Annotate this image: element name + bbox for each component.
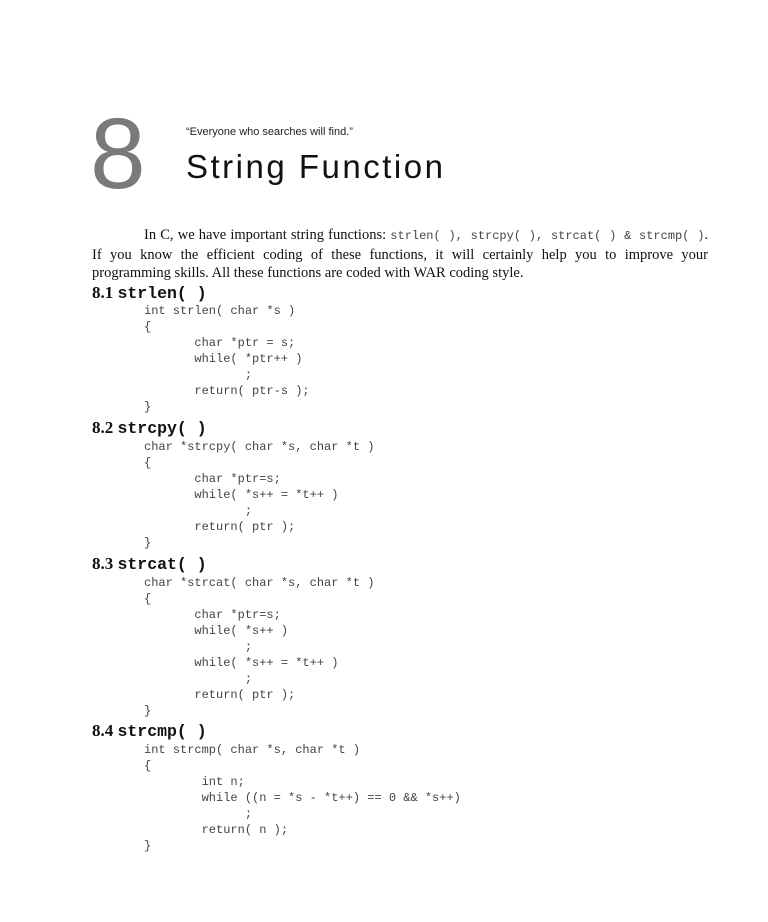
code-block-strcat: char *strcat( char *s, char *t ) { char *ptr=s; while( *s++ ) ; while( *s++ = *t++ ) ; return( ptr ); } <box>144 576 375 718</box>
intro-func-strcpy: strcpy( ), <box>470 229 551 243</box>
code-block-strlen: int strlen( char *s ) { char *ptr = s; while( *ptr++ ) ; return( ptr-s ); } <box>144 304 310 414</box>
section-number: 8.2 <box>92 418 114 437</box>
intro-func-strcat: strcat( ) & <box>550 229 640 243</box>
chapter-number: 8 <box>90 98 146 210</box>
intro-func-strcmp: strcmp( ) <box>639 229 705 243</box>
section-number: 8.3 <box>92 554 114 573</box>
chapter-title: String Function <box>186 148 446 185</box>
section-function-name: strcmp( ) <box>117 722 207 741</box>
intro-paragraph <box>92 226 708 283</box>
intro-text-before: In C, we have important string functions: <box>144 227 391 243</box>
section-function-name: strcat( ) <box>117 555 207 574</box>
intro-func-strlen: strlen( ), <box>390 229 471 243</box>
section-function-name: strcpy( ) <box>117 419 207 438</box>
code-block-strcmp: int strcmp( char *s, char *t ) { int n; while ((n = *s - *t++) == 0 && *s++) ; return( n ); } <box>144 743 461 853</box>
section-number: 8.1 <box>92 283 114 302</box>
section-heading-strlen <box>92 283 207 303</box>
chapter-epigraph: “Everyone who searches will find.” <box>186 126 353 138</box>
section-heading-strcmp <box>92 721 207 741</box>
section-function-name: strlen( ) <box>117 284 207 303</box>
section-number: 8.4 <box>92 721 114 740</box>
section-heading-strcat <box>92 554 207 574</box>
intro-text-after: . If you know the efficient coding of these functions, it will certainly help you to improve your programming skills. All these functions are coded with WAR coding style. <box>92 227 709 281</box>
code-block-strcpy: char *strcpy( char *s, char *t ) { char *ptr=s; while( *s++ = *t++ ) ; return( ptr ); } <box>144 440 375 550</box>
section-heading-strcpy <box>92 418 207 438</box>
